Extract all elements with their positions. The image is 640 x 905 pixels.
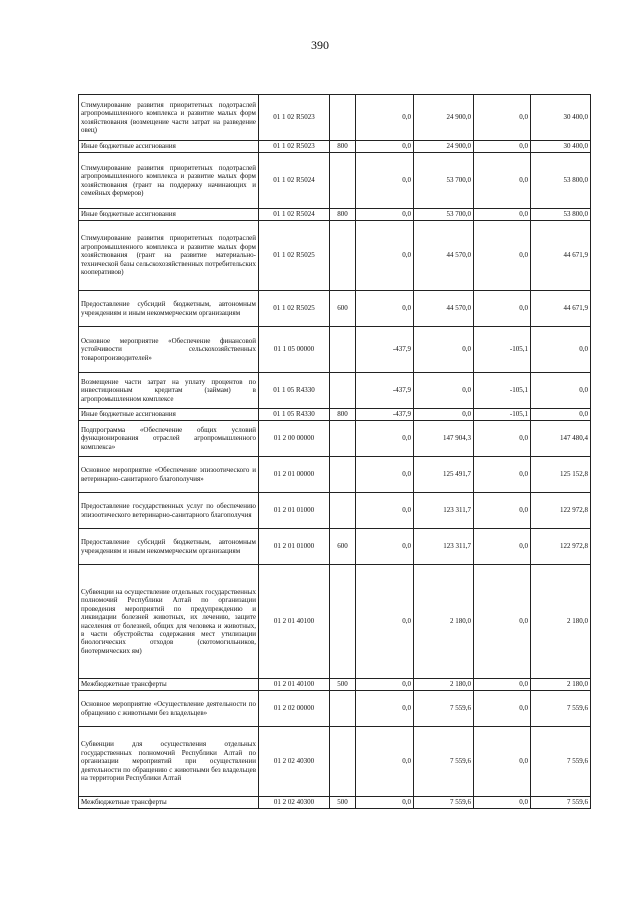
table-row: [79, 209, 591, 221]
table-row: [79, 457, 591, 493]
row-value-3-cell: -105,1: [474, 409, 531, 421]
row-value-2-cell: 123 311,7: [414, 529, 474, 565]
row-code-cell: 01 2 01 00000: [259, 457, 330, 493]
row-code-cell: 01 2 01 01000: [259, 529, 330, 565]
row-name-cell: Подпрограмма «Обеспечение общих условий функционирования отраслей агропромышленного комплекса»: [79, 421, 259, 457]
row-code-cell: 01 1 02 R5023: [259, 141, 330, 153]
row-value-2-cell: 125 491,7: [414, 457, 474, 493]
table-row: [79, 221, 591, 291]
row-value-4-cell: 0,0: [531, 327, 591, 373]
row-value-4-cell: 122 972,8: [531, 493, 591, 529]
row-value-2-cell: 7 559,6: [414, 797, 474, 809]
row-value-1-cell: 0,0: [356, 141, 414, 153]
table-row: [79, 409, 591, 421]
row-name-cell: Основное мероприятие «Обеспечение эпизоотического и ветеринарно-санитарного благополучия»: [79, 457, 259, 493]
row-value-3-cell: 0,0: [474, 679, 531, 691]
row-value-1-cell: 0,0: [356, 421, 414, 457]
row-value-1-cell: -437,9: [356, 327, 414, 373]
row-expense-type-cell: [330, 493, 356, 529]
table-row: [79, 327, 591, 373]
row-value-3-cell: 0,0: [474, 493, 531, 529]
row-value-3-cell: 0,0: [474, 797, 531, 809]
row-value-2-cell: 53 700,0: [414, 153, 474, 209]
row-code-cell: 01 2 01 01000: [259, 493, 330, 529]
row-value-2-cell: 2 180,0: [414, 565, 474, 679]
row-value-4-cell: 7 559,6: [531, 691, 591, 727]
table-row: [79, 291, 591, 327]
row-value-2-cell: 0,0: [414, 327, 474, 373]
row-value-4-cell: 125 152,8: [531, 457, 591, 493]
row-value-3-cell: 0,0: [474, 209, 531, 221]
row-name-cell: Межбюджетные трансферты: [79, 797, 259, 809]
row-value-3-cell: 0,0: [474, 421, 531, 457]
row-code-cell: 01 2 02 40300: [259, 727, 330, 797]
row-name-cell: Основное мероприятие «Обеспечение финансовой устойчивости сельскохозяйственных товаропроизводителей»: [79, 327, 259, 373]
row-code-cell: 01 1 05 R4330: [259, 373, 330, 409]
row-name-cell: Стимулирование развития приоритетных подотраслей агропромышленного комплекса и развитие малых форм хозяйствования (грант на развитие материально-технической базы сельскохозяйственных потребительских кооперативов): [79, 221, 259, 291]
row-expense-type-cell: 600: [330, 291, 356, 327]
row-value-2-cell: 123 311,7: [414, 493, 474, 529]
row-value-4-cell: 30 400,0: [531, 95, 591, 141]
row-expense-type-cell: [330, 565, 356, 679]
page-number: 390: [311, 38, 329, 52]
row-name-cell: Стимулирование развития приоритетных подотраслей агропромышленного комплекса и развитие малых форм хозяйствования (возмещение части затрат на разведение овец): [79, 95, 259, 141]
row-value-4-cell: 0,0: [531, 373, 591, 409]
row-value-1-cell: 0,0: [356, 457, 414, 493]
row-value-3-cell: 0,0: [474, 291, 531, 327]
row-name-cell: Иные бюджетные ассигнования: [79, 409, 259, 421]
table-row: [79, 565, 591, 679]
row-expense-type-cell: 800: [330, 409, 356, 421]
table-row: [79, 95, 591, 141]
row-expense-type-cell: [330, 221, 356, 291]
row-value-3-cell: 0,0: [474, 95, 531, 141]
row-name-cell: Предоставление государственных услуг по обеспечению эпизоотического ветеринарно-санитарного благополучия: [79, 493, 259, 529]
row-value-1-cell: -437,9: [356, 373, 414, 409]
table-row: [79, 797, 591, 809]
table-row: [79, 141, 591, 153]
row-name-cell: Основное мероприятие «Осуществление деятельности по обращению с животными без владельцев»: [79, 691, 259, 727]
row-expense-type-cell: 500: [330, 797, 356, 809]
row-value-2-cell: 2 180,0: [414, 679, 474, 691]
row-code-cell: 01 2 00 00000: [259, 421, 330, 457]
row-value-4-cell: 30 400,0: [531, 141, 591, 153]
row-value-3-cell: -105,1: [474, 327, 531, 373]
row-name-cell: Межбюджетные трансферты: [79, 679, 259, 691]
row-value-3-cell: 0,0: [474, 141, 531, 153]
table-row: [79, 153, 591, 209]
table-row: [79, 421, 591, 457]
row-expense-type-cell: [330, 327, 356, 373]
row-value-1-cell: 0,0: [356, 221, 414, 291]
row-value-2-cell: 7 559,6: [414, 727, 474, 797]
row-value-1-cell: 0,0: [356, 797, 414, 809]
row-value-1-cell: 0,0: [356, 291, 414, 327]
row-value-4-cell: 2 180,0: [531, 679, 591, 691]
row-value-2-cell: 24 900,0: [414, 141, 474, 153]
row-value-1-cell: 0,0: [356, 153, 414, 209]
budget-table: [78, 94, 591, 809]
row-name-cell: Предоставление субсидий бюджетным, автономным учреждениям и иным некоммерческим организациям: [79, 291, 259, 327]
row-expense-type-cell: 800: [330, 209, 356, 221]
row-value-3-cell: -105,1: [474, 373, 531, 409]
table-row: [79, 529, 591, 565]
row-value-1-cell: 0,0: [356, 493, 414, 529]
row-value-4-cell: 147 480,4: [531, 421, 591, 457]
row-value-1-cell: 0,0: [356, 95, 414, 141]
row-expense-type-cell: [330, 727, 356, 797]
row-value-3-cell: 0,0: [474, 153, 531, 209]
row-code-cell: 01 1 02 R5024: [259, 209, 330, 221]
row-value-2-cell: 0,0: [414, 409, 474, 421]
row-value-4-cell: 0,0: [531, 409, 591, 421]
row-value-3-cell: 0,0: [474, 691, 531, 727]
row-code-cell: 01 2 01 40100: [259, 679, 330, 691]
row-value-4-cell: 2 180,0: [531, 565, 591, 679]
row-value-2-cell: 44 570,0: [414, 291, 474, 327]
row-value-3-cell: 0,0: [474, 727, 531, 797]
row-code-cell: 01 1 05 00000: [259, 327, 330, 373]
table-row: [79, 691, 591, 727]
row-name-cell: Субвенции на осуществление отдельных государственных полномочий Республики Алтай по организации проведения мероприятий по предупреждению и ликвидации болезней животных, их лечению, защите населения от болезней, общих для человека и животных, в части обустройства содержания мест утилизации биологических отходов (скотомогильников, биотермических ям): [79, 565, 259, 679]
row-value-2-cell: 0,0: [414, 373, 474, 409]
row-expense-type-cell: 500: [330, 679, 356, 691]
row-name-cell: Иные бюджетные ассигнования: [79, 209, 259, 221]
row-value-2-cell: 53 700,0: [414, 209, 474, 221]
row-expense-type-cell: [330, 457, 356, 493]
row-value-4-cell: 122 972,8: [531, 529, 591, 565]
row-code-cell: 01 1 02 R5023: [259, 95, 330, 141]
row-value-4-cell: 53 800,0: [531, 209, 591, 221]
row-code-cell: 01 2 02 40300: [259, 797, 330, 809]
row-expense-type-cell: [330, 421, 356, 457]
row-code-cell: 01 1 02 R5025: [259, 291, 330, 327]
row-value-1-cell: 0,0: [356, 209, 414, 221]
row-code-cell: 01 2 02 00000: [259, 691, 330, 727]
row-value-4-cell: 44 671,9: [531, 221, 591, 291]
row-expense-type-cell: 600: [330, 529, 356, 565]
row-value-1-cell: -437,9: [356, 409, 414, 421]
row-expense-type-cell: [330, 153, 356, 209]
row-value-1-cell: 0,0: [356, 727, 414, 797]
row-value-2-cell: 44 570,0: [414, 221, 474, 291]
row-value-1-cell: 0,0: [356, 691, 414, 727]
table-row: [79, 679, 591, 691]
row-expense-type-cell: [330, 373, 356, 409]
row-name-cell: Иные бюджетные ассигнования: [79, 141, 259, 153]
row-value-2-cell: 24 900,0: [414, 95, 474, 141]
row-value-4-cell: 44 671,9: [531, 291, 591, 327]
row-expense-type-cell: 800: [330, 141, 356, 153]
row-expense-type-cell: [330, 95, 356, 141]
row-value-1-cell: 0,0: [356, 529, 414, 565]
row-value-2-cell: 7 559,6: [414, 691, 474, 727]
row-name-cell: Предоставление субсидий бюджетным, автономным учреждениям и иным некоммерческим организациям: [79, 529, 259, 565]
row-value-3-cell: 0,0: [474, 529, 531, 565]
row-value-3-cell: 0,0: [474, 457, 531, 493]
table-row: [79, 493, 591, 529]
row-code-cell: 01 2 01 40100: [259, 565, 330, 679]
table-row: [79, 373, 591, 409]
row-code-cell: 01 1 05 R4330: [259, 409, 330, 421]
row-value-3-cell: 0,0: [474, 221, 531, 291]
row-value-4-cell: 7 559,6: [531, 797, 591, 809]
row-value-1-cell: 0,0: [356, 565, 414, 679]
row-value-4-cell: 53 800,0: [531, 153, 591, 209]
row-code-cell: 01 1 02 R5025: [259, 221, 330, 291]
row-name-cell: Субвенции для осуществления отдельных государственных полномочий Республики Алтай по организации мероприятий при осуществлении деятельности по обращению с животными без владельцев на территории Республики Алтай: [79, 727, 259, 797]
budget-table-body: [79, 95, 591, 809]
table-row: [79, 727, 591, 797]
row-value-2-cell: 147 904,3: [414, 421, 474, 457]
row-value-4-cell: 7 559,6: [531, 727, 591, 797]
row-name-cell: Стимулирование развития приоритетных подотраслей агропромышленного комплекса и развитие малых форм хозяйствования (грант на поддержку начинающих и семейных фермеров): [79, 153, 259, 209]
row-expense-type-cell: [330, 691, 356, 727]
row-value-1-cell: 0,0: [356, 679, 414, 691]
row-name-cell: Возмещение части затрат на уплату процентов по инвестиционным кредитам (займам) в агропромышленном комплексе: [79, 373, 259, 409]
row-value-3-cell: 0,0: [474, 565, 531, 679]
row-code-cell: 01 1 02 R5024: [259, 153, 330, 209]
